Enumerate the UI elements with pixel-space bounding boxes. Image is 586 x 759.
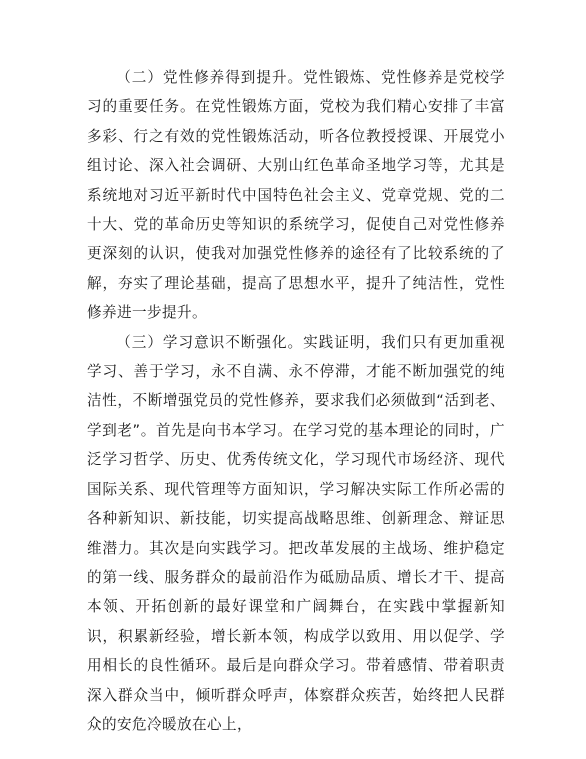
paragraph-party-spirit: （二）党性修养得到提升。党性锻炼、党性修养是党校学习的重要任务。在党性锻炼方面，党校为我们精心安排了丰富多彩、行之有效的党性锻炼活动，听各位教授授课、开展党小组讨论、深入社会调研、大别山红色革命圣地学习等，尤其是系统地对习近平新时代中国特色社会主义、党章党规、党的二十大、党的革命历史等知识的系统学习，促使自己对党性修养更深刻的认识，使我对加强党性修养的途径有了比较系统的了解，夯实了理论基础，提高了思想水平，提升了纯洁性，党性修养进一步提升。 <box>87 69 505 322</box>
document-body <box>87 63 505 739</box>
paragraph-learning-awareness: （三）学习意识不断强化。实践证明，我们只有更加重视学习、善于学习，永不自满、永不停滞，才能不断加强党的纯洁性，不断增强党员的党性修养，要求我们必须做到“活到老、学到老”。首先是向书本学习。在学习党的基本理论的同时，广泛学习哲学、历史、优秀传统文化，学习现代市场经济、现代国际关系、现代管理等方面知识，学习解决实际工作所必需的各种新知识、新技能，切实提高战略思维、创新理念、辩证思维潜力。其次是向实践学习。把改革发展的主战场、维护稳定的第一线、服务群众的最前沿作为砥励品质、增长才干、提高本领、开拓创新的最好课堂和广阔舞台，在实践中掌握新知识，积累新经验，增长新本领，构成学以致用、用以促学、学用相长的良性循环。最后是向群众学习。带着感情、带着职责深入群众当中，倾听群众呼声，体察群众疾苦，始终把人民群众的安危冷暖放在心上， <box>87 333 505 733</box>
